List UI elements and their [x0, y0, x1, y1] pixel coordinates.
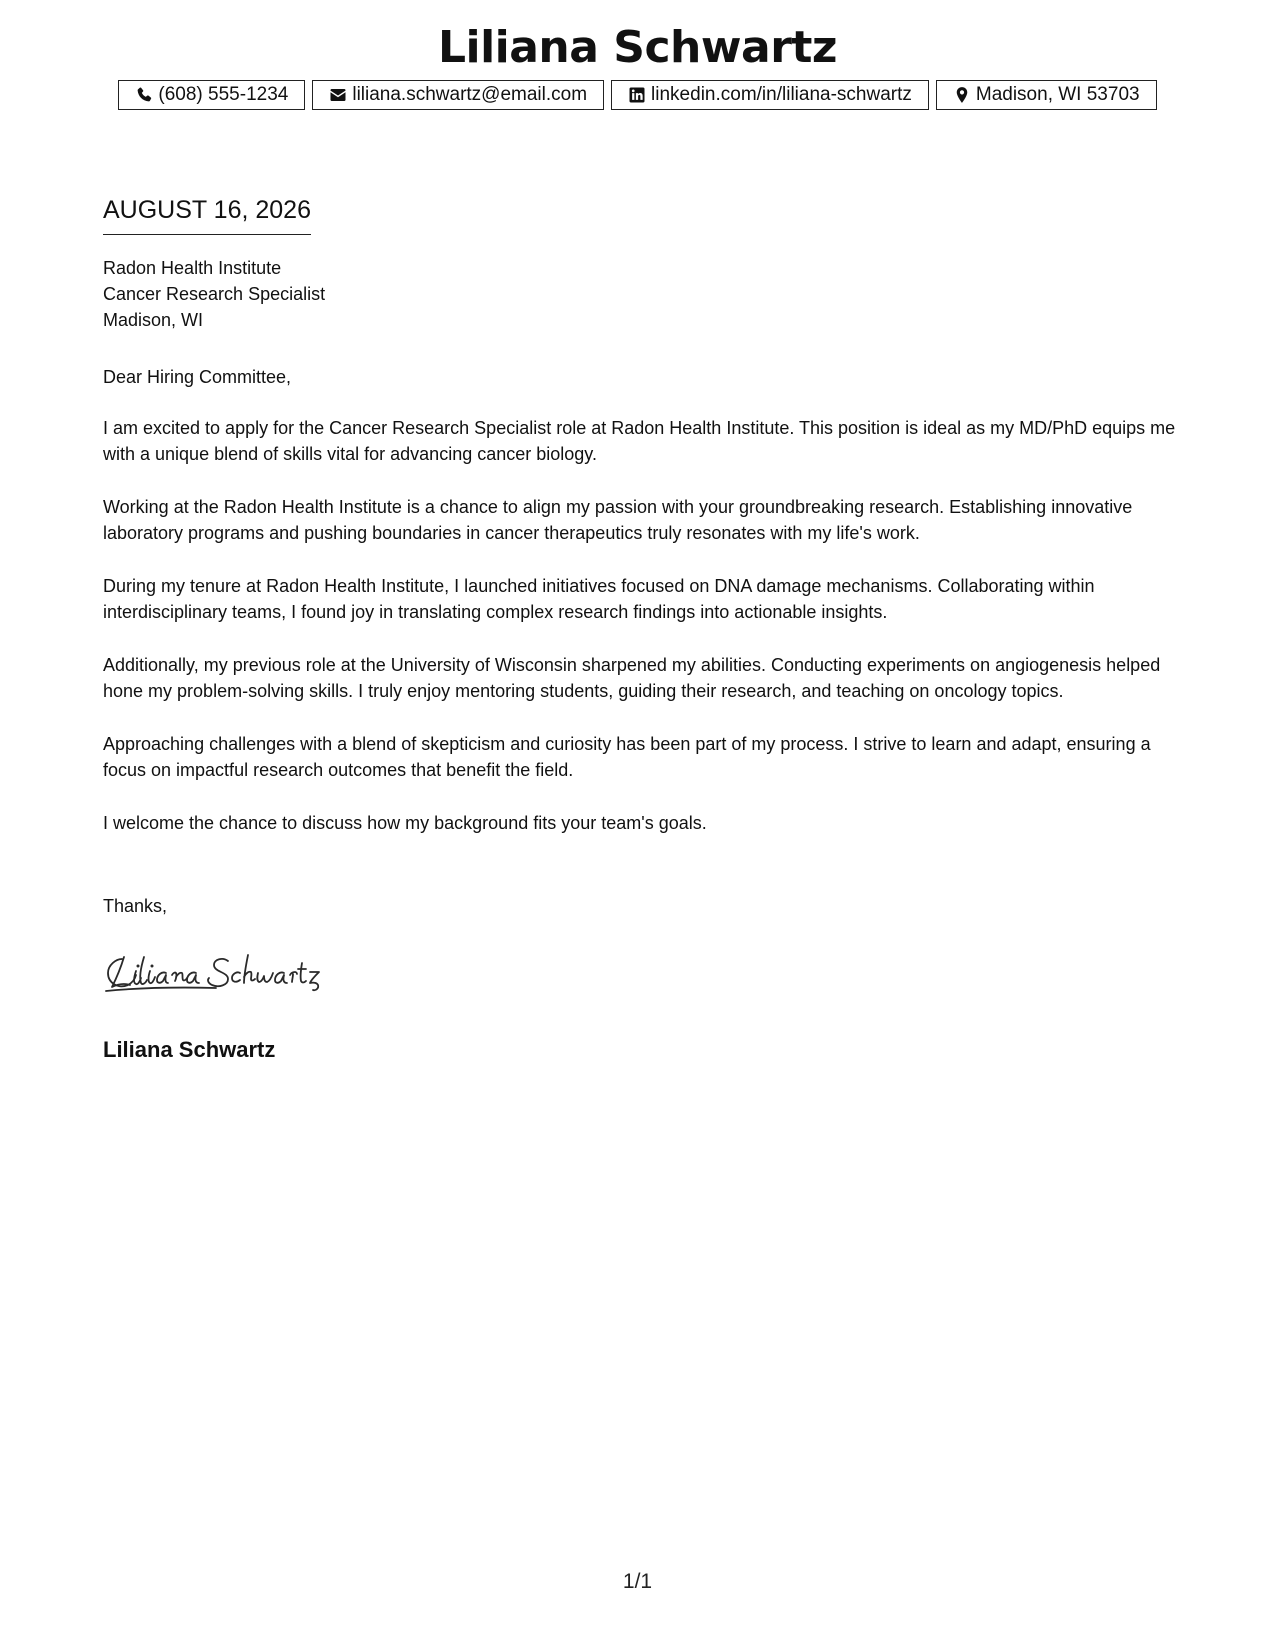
paragraph: Working at the Radon Health Institute is a chance to align my passion with your groundbreaking research. Establishing innovative laboratory programs and pushing boundaries in cancer therapeutics truly resonates with my life's work. [103, 496, 1133, 543]
recipient-address [103, 255, 325, 333]
printed-name: Liliana Schwartz [103, 1037, 276, 1062]
paragraph: Additionally, my previous role at the University of Wisconsin sharpened my abilities. Conducting experiments on angiogenesis helped hone my problem-solving skills. I truly enjoy mentoring students, guiding their research, and teaching on oncology topics. [103, 654, 1161, 701]
letter-body [103, 364, 1183, 862]
map-pin-icon [953, 86, 971, 104]
recipient-location: Madison, WI [103, 310, 204, 330]
page-number: 1/1 [622, 1570, 653, 1593]
handwritten-signature [100, 945, 360, 1005]
email-text: liliana.schwartz@email.com [352, 84, 588, 105]
linkedin-contact [611, 80, 929, 110]
paragraph: During my tenure at Radon Health Institute, I launched initiatives focused on DNA damage mechanisms. Collaborating within interdisciplinary teams, I found joy in translating complex research findings into actionable insights. [103, 575, 1095, 622]
location-contact [936, 80, 1157, 110]
phone-icon [135, 86, 153, 104]
phone-text: (608) 555-1234 [158, 84, 289, 105]
phone-contact [118, 80, 305, 110]
contact-bar [0, 80, 1275, 110]
recipient-role: Cancer Research Specialist [103, 284, 326, 304]
linkedin-text: linkedin.com/in/liliana-schwartz [651, 84, 912, 105]
location-text: Madison, WI 53703 [975, 84, 1140, 105]
envelope-icon [329, 86, 347, 104]
paragraph: Approaching challenges with a blend of skepticism and curiosity has been part of my process. I strive to learn and adapt, ensuring a focus on impactful research outcomes that benefit the field. [103, 733, 1151, 780]
letter-date: AUGUST 16, 2026 [103, 194, 311, 235]
closing: Thanks, [103, 896, 168, 916]
salutation: Dear Hiring Committee, [103, 367, 292, 387]
paragraph: I am excited to apply for the Cancer Research Specialist role at Radon Health Institute. This position is ideal as my MD/PhD equips me with a unique blend of skills vital for advancing cancer biology. [103, 417, 1176, 464]
recipient-organization: Radon Health Institute [103, 258, 282, 278]
applicant-name: Liliana Schwartz [437, 22, 838, 73]
linkedin-icon [628, 86, 646, 104]
date-block [103, 194, 311, 235]
email-contact [312, 80, 604, 110]
paragraph: I welcome the chance to discuss how my background fits your team's goals. [103, 812, 707, 833]
